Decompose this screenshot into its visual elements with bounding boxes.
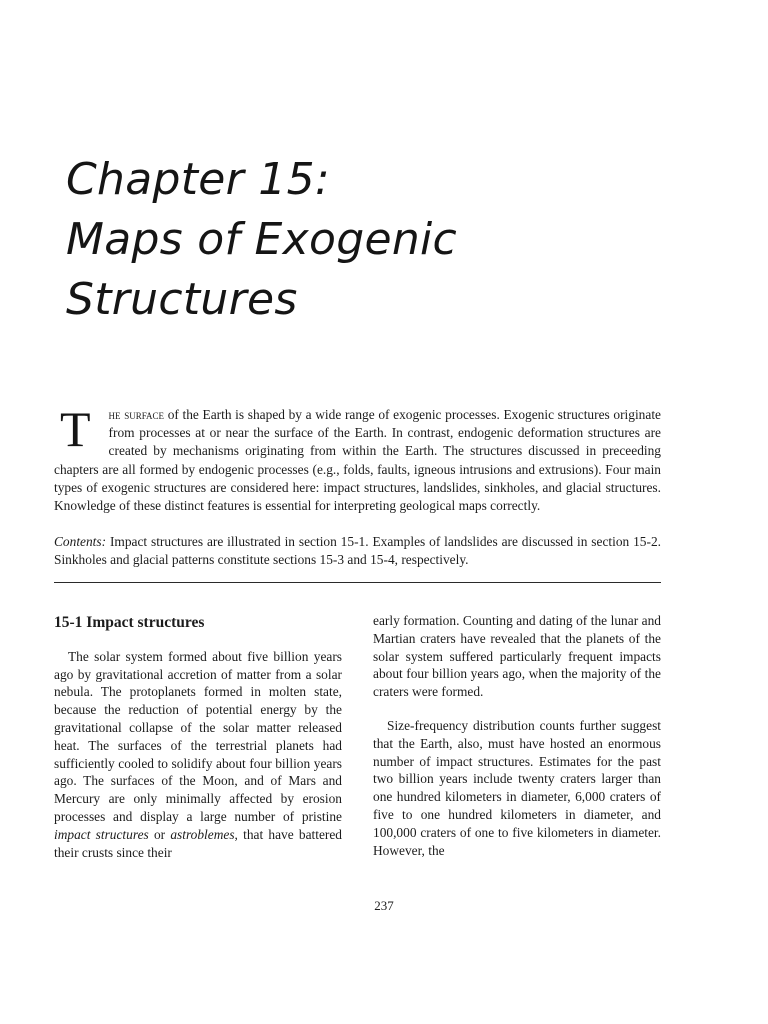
section-divider	[54, 582, 661, 583]
drop-cap: T	[60, 401, 91, 457]
term-impact-structures: impact structures	[54, 826, 149, 842]
p1-or: or	[148, 826, 171, 842]
p1-text: The solar system formed about five billion years ago by gravitational accretion of matter from a solar nebula. The protoplanets formed in molten state, because the reduction of potential energy by the gravitational collapse of the solar matter released heat. The surfaces of the terrestrial planets had sufficiently cooled to solidify about four billion years ago. The surfaces of the Moon, and of Mars and Mercury are only minimally affected by erosion processes and display a large number of pristine	[54, 648, 342, 824]
right-column	[373, 612, 661, 875]
intro-lead-smallcaps: he surface	[108, 407, 165, 422]
p1-end: , that have battered their crusts since their	[54, 826, 343, 860]
left-column	[54, 612, 342, 877]
contents-label: Contents:	[54, 534, 107, 549]
intro-text: of the Earth is shaped by a wide range of exogenic processes. Exogenic structures originate from processes at or near the surface of the Earth. In contrast, endogenic deformation structures are created by mechanisms originating from within the Earth. The structures discussed in preceeding chapters are all formed by endogenic processes (e.g., folds, faults, igneous intrusions and extrusions). Four main types of exogenic structures are considered here: impact structures, landslides, sinkholes, and glacial structures. Knowledge of these distinct features is essential for interpreting geological maps correctly.	[54, 407, 661, 514]
section-heading: 15-1 Impact structures	[54, 614, 205, 631]
intro-paragraph	[54, 401, 661, 515]
chapter-title-line-1: Chapter 15:	[66, 154, 331, 205]
chapter-title-line-2: Maps of Exogenic	[66, 214, 458, 265]
chapter-title	[66, 150, 457, 330]
contents-text: Impact structures are illustrated in section 15-1. Examples of landslides are discussed in section 15-2. Sinkholes and glacial patterns constitute sections 15-3 and 15-4, respectively.	[54, 534, 661, 568]
chapter-title-line-3: Structures	[66, 274, 298, 325]
section-paragraph-3: Size-frequency distribution counts further suggest that the Earth, also, must have hosted an enormous number of impact structures. Estimates for the past two billion years include twenty craters larger than one hundred kilometers in diameter, 6,000 craters of five to one hundred kilometers in diameter, and 100,000 craters of one to five kilometers in diameter. However, the	[373, 717, 661, 858]
contents-paragraph	[54, 533, 661, 569]
section-paragraph-1	[54, 648, 342, 862]
term-astroblemes: astroblemes	[170, 826, 235, 842]
section-paragraph-2: early formation. Counting and dating of the lunar and Martian craters have revealed that the planets of the solar system suffered particularly frequent impacts about four billion years ago, when the majority of the craters were formed.	[373, 613, 661, 700]
page-number: 237	[374, 898, 394, 913]
